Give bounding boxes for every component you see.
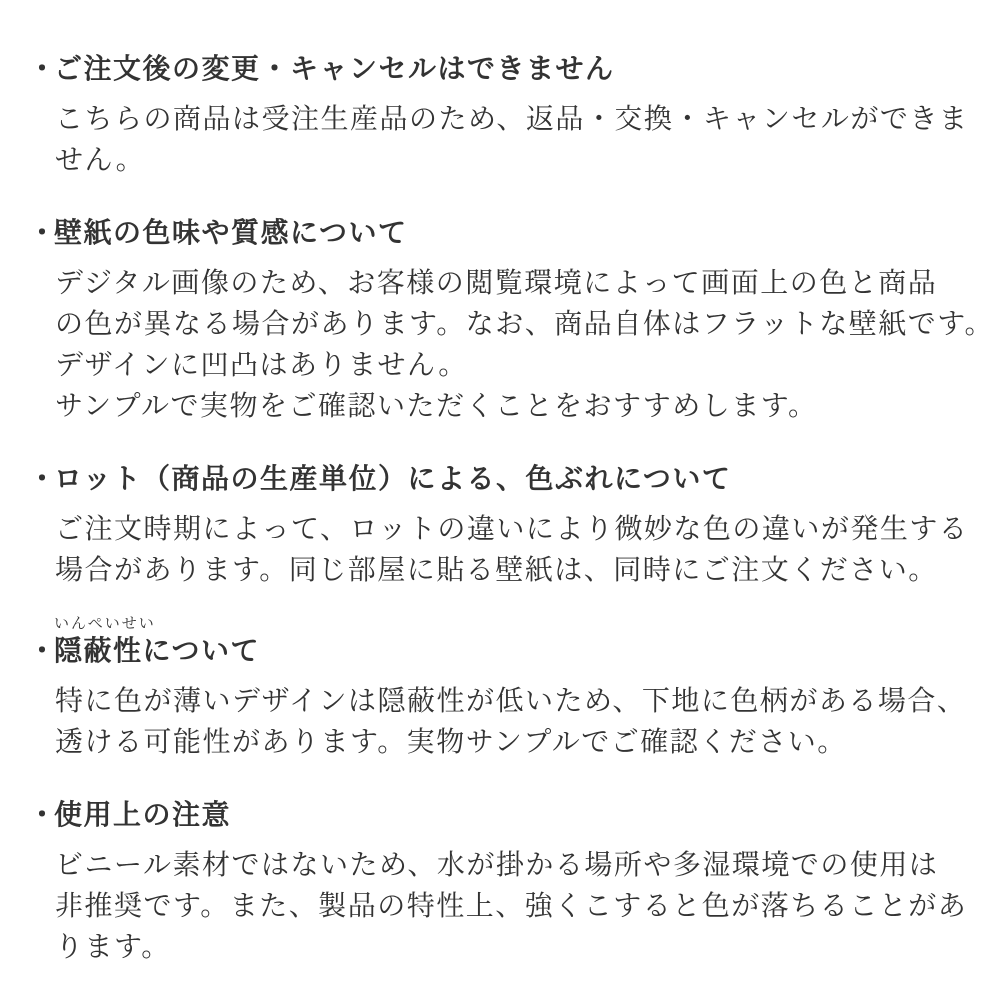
body-line: 特に色が薄いデザインは隠蔽性が低いため、下地に色柄がある場合、 (55, 685, 967, 716)
bullet-marker: ・ (28, 463, 58, 494)
section-heading: ご注文後の変更・キャンセルはできません (54, 53, 615, 84)
body-line: 透ける可能性があります。実物サンプルでご確認ください。 (55, 726, 847, 757)
bullet-marker: ・ (28, 217, 58, 248)
notice-section-usage-caution (28, 798, 1000, 967)
body-line: デジタル画像のため、お客様の閲覧環境によって画面上の色と商品 (55, 267, 938, 298)
bullet-marker: ・ (28, 53, 58, 84)
section-heading: 使用上の注意 (54, 799, 232, 830)
body-line: ご注文時期によって、ロットの違いにより微妙な色の違いが発生する (55, 513, 969, 544)
section-heading: 壁紙の色味や質感について (54, 217, 408, 248)
body-line: 場合があります。同じ部屋に貼る壁紙は、同時にご注文ください。 (55, 554, 938, 585)
section-heading: 隠蔽性について (54, 635, 260, 666)
section-heading-row (28, 798, 1000, 832)
section-body (55, 508, 1000, 590)
section-body (55, 680, 1000, 762)
notice-section-color-texture (28, 216, 1000, 426)
section-body (55, 844, 1000, 967)
body-line: 非推奨です。また、製品の特性上、強くこすると色が落ちることがあ (55, 890, 968, 921)
section-body (55, 98, 1000, 180)
body-line: ビニール素材ではないため、水が掛かる場所や多湿環境での使用は (55, 849, 939, 880)
body-line: せん。 (55, 144, 146, 175)
section-body (55, 262, 1000, 426)
notice-section-opacity (28, 614, 1000, 762)
section-heading-row (28, 462, 1000, 496)
body-line: ります。 (55, 931, 171, 962)
body-line: デザインに凹凸はありません。 (55, 349, 468, 380)
body-line: こちらの商品は受注生産品のため、返品・交換・キャンセルができま (55, 103, 969, 134)
body-line: サンプルで実物をご確認いただくことをおすすめします。 (55, 390, 818, 421)
section-heading-row (28, 52, 1000, 86)
bullet-marker: ・ (28, 799, 58, 830)
notice-section-lot-variance (28, 462, 1000, 590)
section-heading-row (28, 634, 1000, 668)
bullet-marker: ・ (28, 635, 58, 666)
furigana-label: いんぺいせい (54, 615, 156, 632)
section-heading-row (28, 216, 1000, 250)
body-line: の色が異なる場合があります。なお、商品自体はフラットな壁紙です。 (55, 308, 994, 339)
notice-section-order-cancel (28, 52, 1000, 180)
section-heading: ロット（商品の生産単位）による、色ぶれについて (54, 463, 732, 494)
